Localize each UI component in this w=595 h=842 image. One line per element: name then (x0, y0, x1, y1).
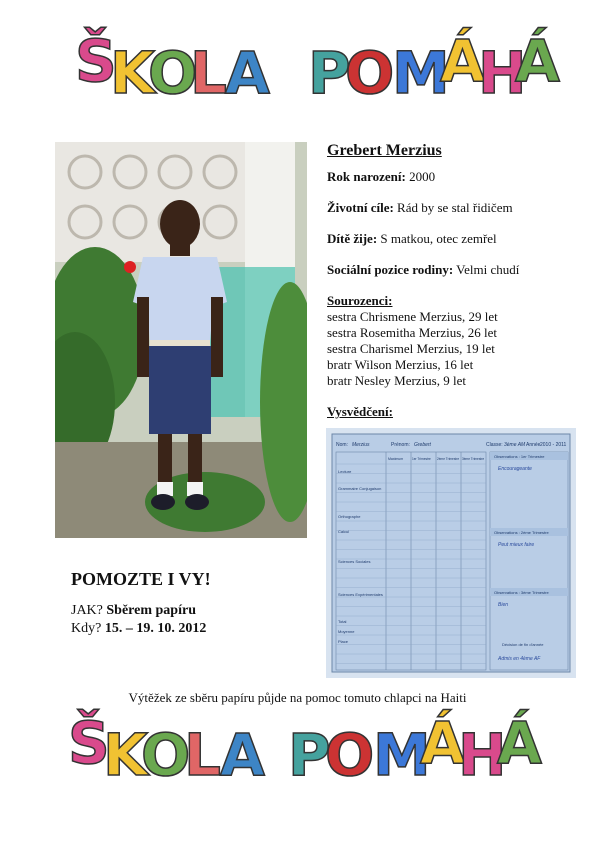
banner-letter: M (392, 39, 450, 107)
report-obs-title: Observations : 3ème Trimestre (494, 590, 549, 595)
goal-value: Rád by se stal řidičem (397, 200, 513, 215)
banner-letter: Á (515, 27, 560, 95)
banner-letter: Á (497, 709, 542, 777)
birth-value: 2000 (409, 169, 436, 184)
banner-skola-pomaha-top (0, 27, 595, 110)
report-subject: Sciences Expérimentales (338, 592, 383, 597)
report-subject: Orthographe (338, 514, 361, 519)
report-obs-text: Peut mieux faire (498, 542, 535, 548)
banner-letter: H (458, 721, 507, 789)
banner-letter: O (148, 39, 198, 107)
report-subject: Calcul (338, 529, 350, 534)
report-firstname-label: Prénom: (391, 442, 410, 448)
birth-label: Rok narození: (327, 169, 406, 184)
banner-letter: O (325, 721, 375, 789)
report-label: Vysvědčení: (327, 404, 393, 419)
banner-letter: Š (68, 709, 110, 777)
report-decision: Admis en 4ème AF (498, 656, 541, 662)
report-obs-title: Observations : 2ème Trimestre (494, 530, 549, 535)
sibling-item: sestra Charismel Merzius, 19 let (327, 341, 495, 356)
banner-letter: K (110, 39, 155, 107)
report-subject: Lecture (338, 469, 352, 474)
report-col-header: 3ème Trimestre (462, 457, 485, 461)
how-value: Sběrem papíru (106, 603, 196, 618)
banner-letter: O (141, 721, 191, 789)
banner-letter: Á (420, 709, 465, 777)
sibling-item: bratr Wilson Merzius, 16 let (327, 357, 474, 372)
report-subject: Moyenne (338, 629, 355, 634)
banner-letter: P (308, 39, 351, 107)
banner-letter: Š (75, 27, 117, 95)
child-info (327, 143, 577, 420)
report-col-header: 2ème Trimestre (437, 457, 460, 461)
report-card-image (326, 428, 576, 678)
goal-label: Životní cíle: (327, 200, 394, 215)
when-label: Kdy? (71, 621, 102, 636)
sibling-item: sestra Rosemitha Merzius, 26 let (327, 325, 498, 340)
child-name: Grebert Merzius (327, 142, 442, 159)
banner-letter: M (373, 721, 431, 789)
banner-letter: A (220, 721, 265, 789)
siblings-block (327, 293, 577, 389)
social-row (327, 262, 577, 278)
banner-skola-pomaha-bottom (0, 709, 595, 792)
help-block (71, 570, 211, 638)
report-subject: Sciences Sociales (338, 559, 371, 564)
banner-letter: L (184, 721, 221, 789)
banner-letter: Á (440, 27, 485, 95)
banner-letter: H (478, 39, 527, 107)
lives-label: Dítě žije: (327, 231, 378, 246)
report-year-label: Année (526, 442, 541, 448)
report-subject: Total (338, 619, 347, 624)
when-value: 15. – 19. 10. 2012 (104, 621, 207, 636)
report-col-header: 1er Trimestre (412, 457, 431, 461)
report-obs-title: Observations : 1er Trimestre (494, 454, 545, 459)
footer-text: Výtěžek ze sběru papíru půjde na pomoc tomuto chlapci na Haiti (128, 690, 467, 705)
sibling-item: bratr Nesley Merzius, 9 let (327, 373, 466, 388)
social-value: Velmi chudí (456, 262, 520, 277)
report-name: Merzius (352, 442, 370, 448)
report-obs-text: Encourageante (498, 466, 532, 472)
goal-row (327, 200, 577, 216)
how-label: JAK? (71, 603, 103, 618)
birth-row (327, 169, 577, 185)
report-class-label: Classe: (486, 442, 503, 448)
report-subject: Place (338, 639, 349, 644)
siblings-list (327, 309, 577, 389)
when-row (71, 620, 211, 638)
report-col-header: Maximum (388, 457, 404, 461)
report-name-label: Nom: (336, 442, 348, 448)
child-photo (55, 142, 307, 538)
banner-letter: L (190, 39, 227, 107)
siblings-label: Sourozenci: (327, 293, 393, 308)
lives-row (327, 231, 577, 247)
help-title: POMOZTE I VY! (71, 569, 211, 589)
report-year: 2010 - 2011 (540, 442, 567, 448)
sibling-item: sestra Chrismene Merzius, 29 let (327, 309, 498, 324)
banner-letter: O (345, 39, 395, 107)
report-decision-label: Décision de fin d'année (502, 642, 544, 647)
social-label: Sociální pozice rodiny: (327, 262, 454, 277)
report-obs-text: Bien (498, 602, 509, 608)
banner-letter: K (103, 721, 148, 789)
lives-value: S matkou, otec zemřel (380, 231, 497, 246)
banner-letter: P (288, 721, 331, 789)
report-class: 3ème AM (504, 442, 526, 448)
report-subject: Grammaire Conjugaison (338, 486, 382, 491)
banner-letter: A (225, 39, 270, 107)
how-row (71, 602, 211, 620)
report-firstname: Grebert (414, 442, 431, 448)
